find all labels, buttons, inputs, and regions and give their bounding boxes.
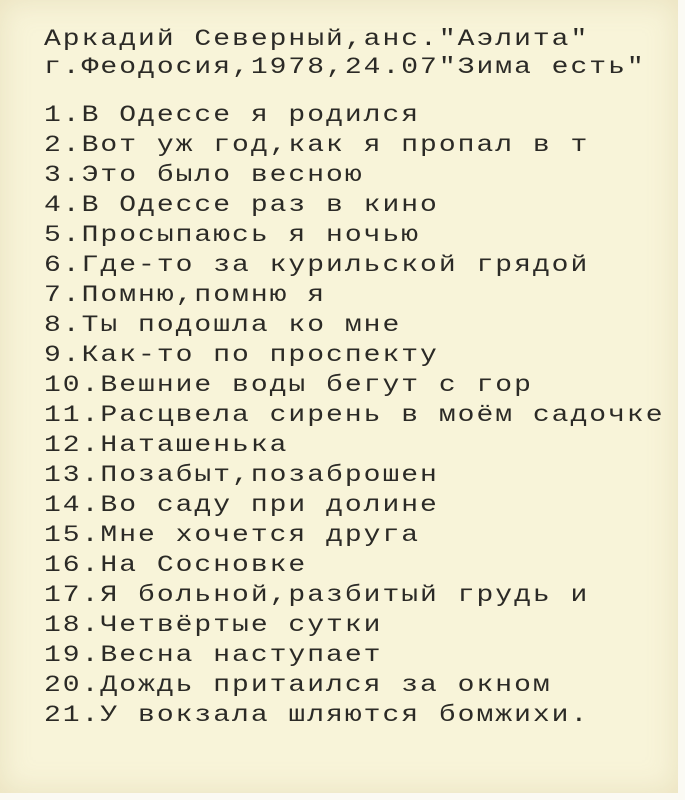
track-item: 16.На Сосновке bbox=[44, 553, 308, 579]
track-item: 17.Я больной,разбитый грудь и bbox=[44, 583, 590, 609]
track-item: 9.Как-то по проспекту bbox=[44, 343, 439, 369]
track-item: 2.Вот уж год,как я пропал в т bbox=[44, 133, 590, 159]
track-item: 18.Четвёртые сутки bbox=[44, 613, 383, 639]
track-list bbox=[44, 104, 665, 734]
track-item: 7.Помню,помню я bbox=[44, 283, 327, 309]
track-item: 4.В Одессе раз в кино bbox=[44, 193, 439, 219]
track-item: 1.В Одессе я родился bbox=[44, 103, 421, 129]
track-item: 20.Дождь притаился за окном bbox=[44, 673, 552, 699]
header-artist: Аркадий Северный,анс."Аэлита" bbox=[44, 27, 590, 53]
header-place-date-title: г.Феодосия,1978,24.07"Зима есть" bbox=[44, 55, 646, 81]
track-item: 13.Позабыт,позаброшен bbox=[44, 463, 439, 489]
track-item: 10.Вешние воды бегут с гор bbox=[44, 373, 533, 399]
track-item: 21.У вокзала шляются бомжихи. bbox=[44, 703, 590, 729]
track-item: 8.Ты подошла ко мне bbox=[44, 313, 402, 339]
track-item: 12.Наташенька bbox=[44, 433, 289, 459]
track-item: 19.Весна наступает bbox=[44, 643, 383, 669]
track-item: 11.Расцвела сирень в моём садочке bbox=[44, 403, 665, 429]
track-item: 3.Это было весною bbox=[44, 163, 364, 189]
track-item: 5.Просыпаюсь я ночью bbox=[44, 223, 421, 249]
track-item: 6.Где-то за курильской грядой bbox=[44, 253, 590, 279]
track-item: 14.Во саду при долине bbox=[44, 493, 439, 519]
track-item: 15.Мне хочется друга bbox=[44, 523, 421, 549]
